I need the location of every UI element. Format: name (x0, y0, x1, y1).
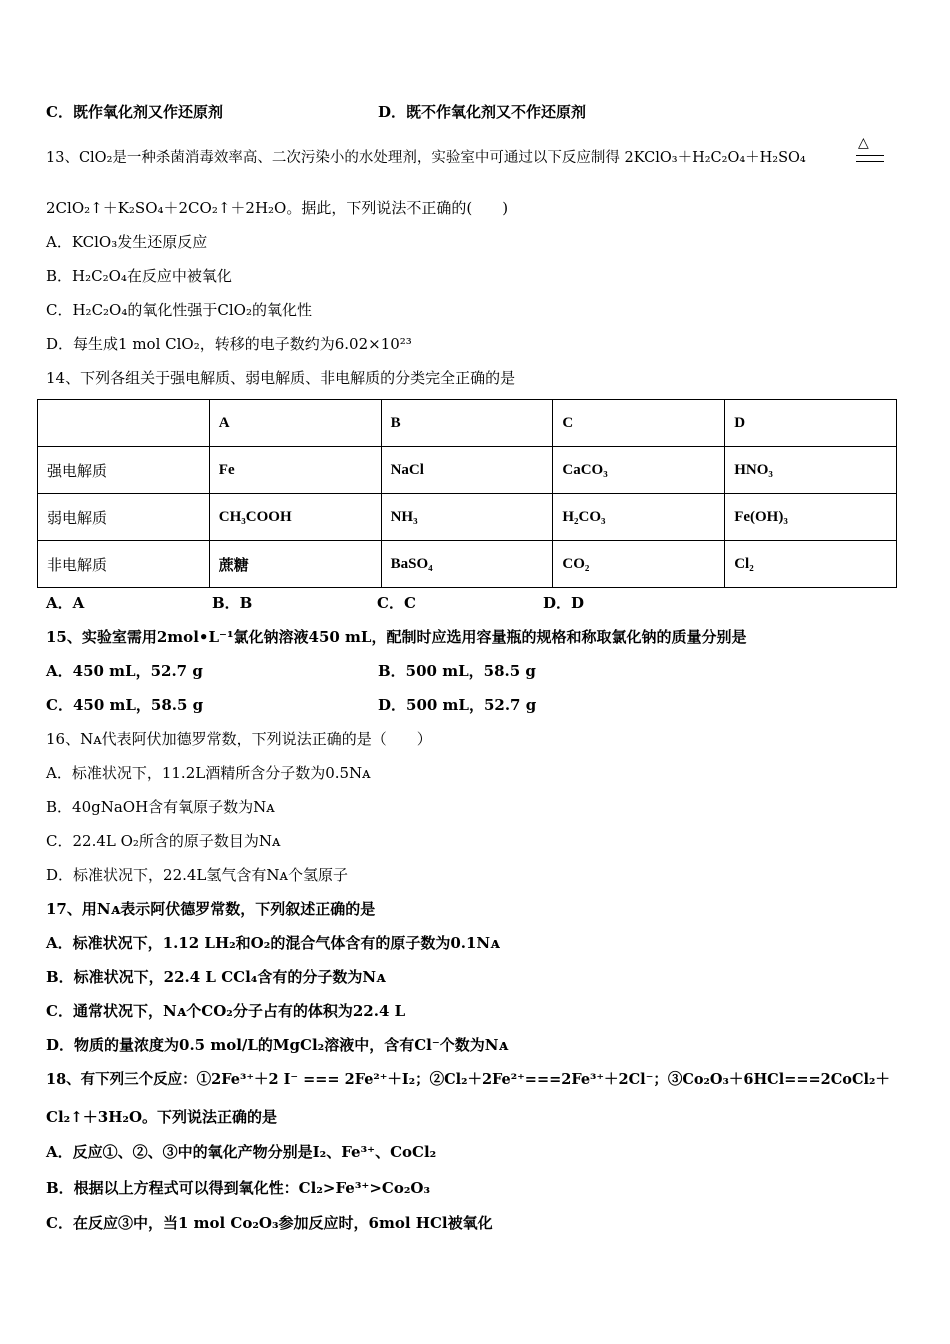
table-cell: 蔗糖 (209, 541, 381, 588)
table-cell: CO₂ (553, 541, 725, 588)
table-row (38, 494, 897, 541)
q15-option-d: D．500 mL，52.7 g (378, 696, 537, 714)
table-cell: C (553, 400, 725, 447)
q13-stem-cont: 2ClO₂↑＋K₂SO₄＋2CO₂↑＋2H₂O。据此，下列说法不正确的( ) (46, 199, 509, 217)
table-cell: CH₃COOH (209, 494, 381, 541)
q17-option-b: B．标准状况下，22.4 L CCl₄含有的分子数为Nᴀ (46, 968, 386, 986)
q12-option-c: C．既作氧化剂又作还原剂 (46, 103, 223, 121)
q12-option-d: D．既不作氧化剂又不作还原剂 (378, 103, 587, 121)
q14-option-d: D．D (543, 594, 585, 612)
q17-option-c: C．通常状况下，Nᴀ个CO₂分子占有的体积为22.4 L (46, 1002, 406, 1020)
q13-option-b: B．H₂C₂O₄在反应中被氧化 (46, 267, 232, 285)
table-cell: B (381, 400, 553, 447)
q17-option-d: D．物质的量浓度为0.5 mol/L的MgCl₂溶液中，含有Cl⁻个数为Nᴀ (46, 1036, 509, 1054)
table-cell: A (209, 400, 381, 447)
table-cell: HNO₃ (725, 447, 897, 494)
q15-option-a: A．450 mL，52.7 g (46, 662, 203, 680)
q14-option-c: C．C (377, 594, 416, 612)
table-cell: Fe(OH)₃ (725, 494, 897, 541)
q14-stem: 14、下列各组关于强电解质、弱电解质、非电解质的分类完全正确的是 (46, 369, 516, 387)
table-cell: D (725, 400, 897, 447)
q18-option-a: A．反应①、②、③中的氧化产物分别是I₂、Fe³⁺、CoCl₂ (46, 1143, 437, 1161)
table-cell: NH₃ (381, 494, 553, 541)
q16-option-d: D．标准状况下，22.4L氢气含有Nᴀ个氢原子 (46, 866, 348, 884)
table-cell: 非电解质 (38, 541, 210, 588)
q15-stem: 15、实验室需用2mol•L⁻¹氯化钠溶液450 mL，配制时应选用容量瓶的规格和称取氯化钠的质量分别是 (46, 628, 747, 646)
q13-option-d: D．每生成1 mol ClO₂，转移的电子数约为6.02×10²³ (46, 335, 412, 353)
table-cell: NaCl (381, 447, 553, 494)
q16-option-a: A．标准状况下，11.2L酒精所含分子数为0.5Nᴀ (46, 764, 371, 782)
table-cell: Cl₂ (725, 541, 897, 588)
table-cell (38, 400, 210, 447)
q17-stem: 17、用Nᴀ表示阿伏德罗常数，下列叙述正确的是 (46, 900, 376, 918)
q17-option-a: A．标准状况下，1.12 LH₂和O₂的混合气体含有的原子数为0.1Nᴀ (46, 934, 500, 952)
q14-table (37, 399, 897, 588)
table-cell: BaSO₄ (381, 541, 553, 588)
heat-symbol: △ (858, 135, 869, 151)
table-cell: Fe (209, 447, 381, 494)
q13-option-c: C．H₂C₂O₄的氧化性强于ClO₂的氧化性 (46, 301, 312, 319)
q18-option-c: C．在反应③中，当1 mol Co₂O₃参加反应时，6mol HCl被氧化 (46, 1214, 493, 1232)
q18-option-b: B．根据以上方程式可以得到氧化性：Cl₂>Fe³⁺>Co₂O₃ (46, 1179, 431, 1197)
table-row (38, 447, 897, 494)
q13-option-a: A．KClO₃发生还原反应 (46, 233, 208, 251)
q16-option-b: B．40gNaOH含有氧原子数为Nᴀ (46, 798, 275, 816)
q15-option-b: B．500 mL，58.5 g (378, 662, 536, 680)
table-cell: CaCO₃ (553, 447, 725, 494)
q16-stem: 16、Nᴀ代表阿伏加德罗常数，下列说法正确的是（ ） (46, 730, 432, 748)
table-cell: H₂CO₃ (553, 494, 725, 541)
q16-option-c: C．22.4L O₂所含的原子数目为Nᴀ (46, 832, 281, 850)
q14-option-a: A．A (46, 594, 85, 612)
table-cell: 强电解质 (38, 447, 210, 494)
q14-option-b: B．B (212, 594, 253, 612)
q18-stem-cont: Cl₂↑＋3H₂O。下列说法正确的是 (46, 1108, 278, 1126)
q15-option-c: C．450 mL，58.5 g (46, 696, 204, 714)
equals-sign (856, 155, 884, 162)
q18-stem: 18、有下列三个反应：①2Fe³⁺＋2 I⁻ === 2Fe²⁺＋I₂；②Cl₂＋2Fe²⁺===2Fe³⁺＋2Cl⁻；③Co₂O₃＋6HCl===2CoCl₂＋ (46, 1071, 890, 1088)
table-row (38, 541, 897, 588)
table-cell: 弱电解质 (38, 494, 210, 541)
table-header-row (38, 400, 897, 447)
q13-stem: 13、ClO₂是一种杀菌消毒效率高、二次污染小的水处理剂，实验室中可通过以下反应制得 2KClO₃＋H₂C₂O₄＋H₂SO₄ (46, 150, 806, 166)
